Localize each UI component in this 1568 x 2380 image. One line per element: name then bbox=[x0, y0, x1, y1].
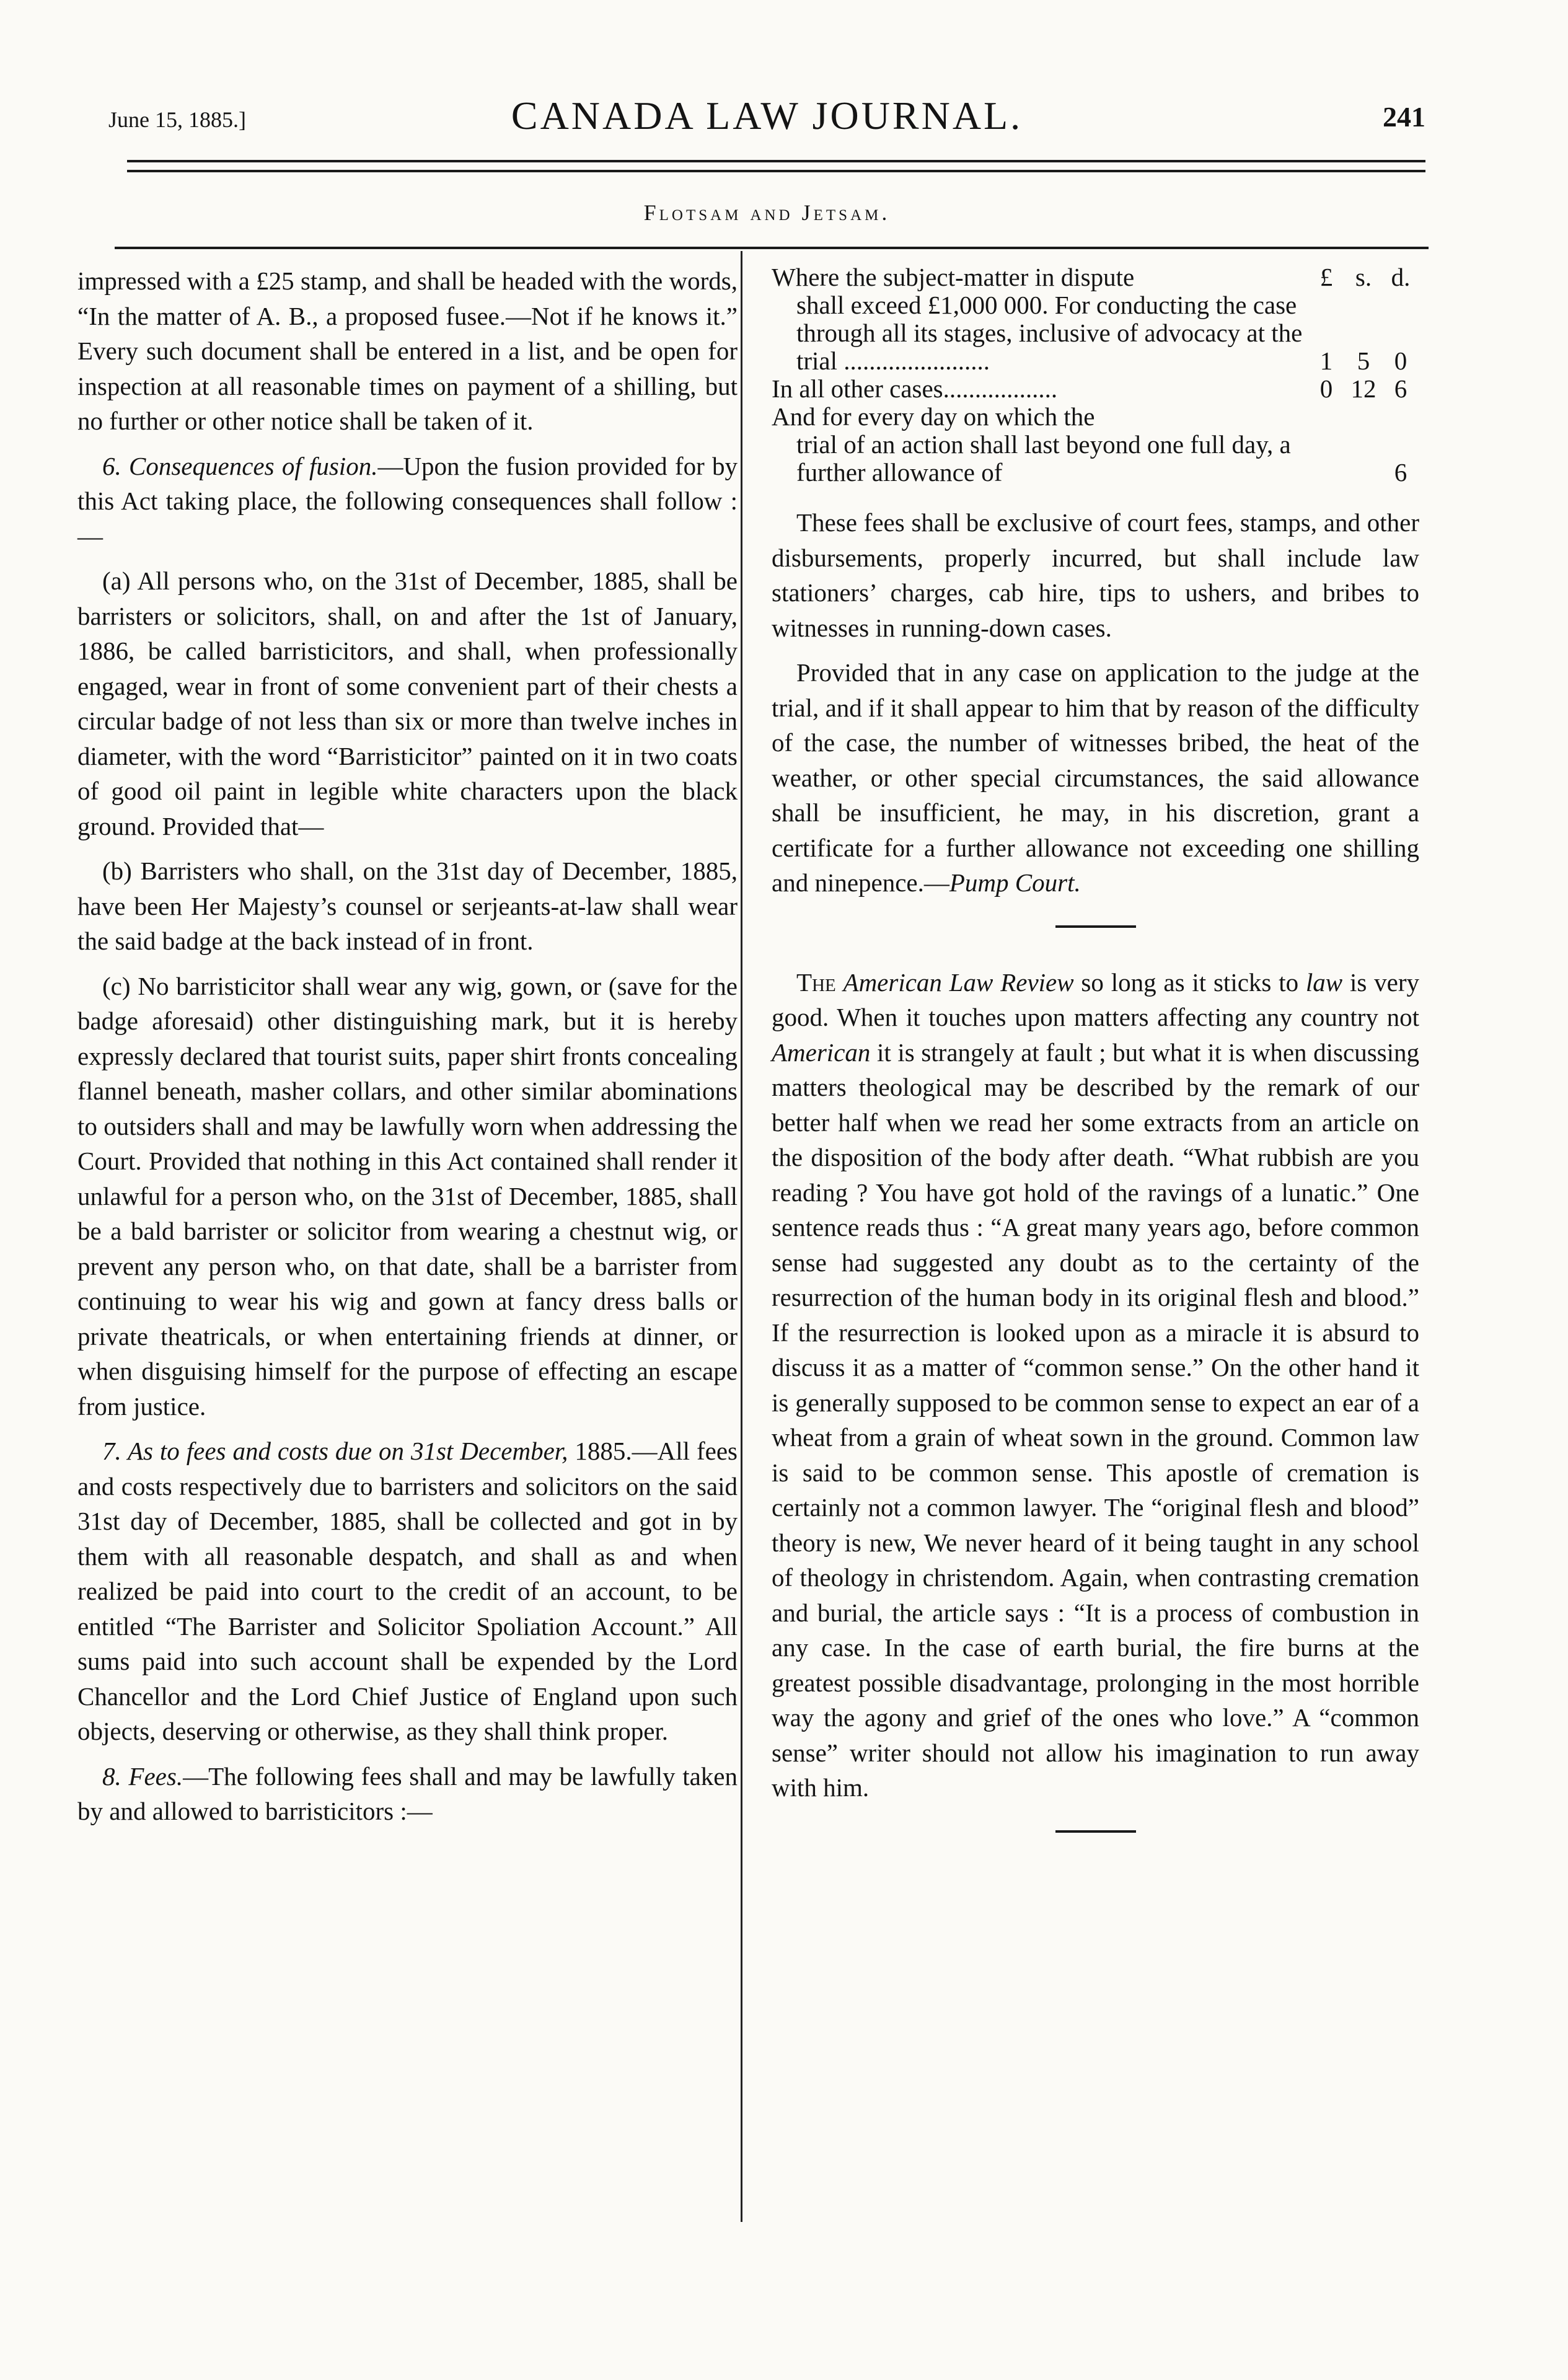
column-divider bbox=[741, 251, 742, 2222]
fee-amount-s: 5 bbox=[1357, 346, 1370, 375]
fee-amount-l: 1 bbox=[1319, 346, 1333, 375]
paragraph-stamp: impressed with a £25 stamp, and shall be headed with the words, “In the matter of A. B., a proposed fusee.—Not if he knows it.” Every such document shall be entered in a list, and be open for inspection at all reasonable times on payment of a shilling, but no further or other notice shall be taken of it. bbox=[77, 267, 738, 435]
fee-amount-d: 0 bbox=[1394, 346, 1407, 375]
fee-amount-l bbox=[1308, 403, 1345, 431]
fee-column-header: s. bbox=[1355, 263, 1372, 291]
header-rule-lower bbox=[127, 170, 1425, 172]
clause-c: (c) No barristicitor shall wear any wig, gown, or (save for the badge aforesaid) other distinguishing mark, but it is hereby expressly declared that tourist suits, paper shirt fronts concealing flannel beneath, masher collars, and other similar abominations to outsiders shall and may be lawfully worn when addressing the Court. Provided that nothing in this Act contained shall render it unlawful for a person who, on the 31st of December, 1885, shall be a bald barrister or solicitor from wearing a chestnut wig, or prevent any person who, on that date, shall be a barrister from continuing to wear his wig and gown at fancy dress balls or private theatricals, or when entertaining friends at dinner, or when disguising himself for the purpose of effecting an escape from justice. bbox=[77, 971, 738, 1421]
paragraph-fees-costs bbox=[77, 1434, 738, 1749]
section-title: Flotsam and Jetsam. bbox=[643, 200, 891, 225]
fee-row bbox=[772, 263, 1419, 291]
fee-amount-s bbox=[1345, 431, 1382, 487]
fee-amount-s: 12 bbox=[1350, 374, 1376, 403]
proviso-source: Pump Court. bbox=[949, 868, 1081, 897]
fee-table bbox=[772, 263, 1419, 487]
fee-amount-d bbox=[1382, 403, 1419, 431]
fee-column-header: d. bbox=[1391, 263, 1411, 291]
paragraph-fee-exclusions: These fees shall be exclusive of court fees, stamps, and other disbursements, properly incurred, but shall include law stationers’ charges, cab hire, tips to ushers, and bribes to witnesses in running-down cases. bbox=[772, 508, 1419, 642]
fee-column-header: £ bbox=[1319, 263, 1333, 291]
fee-description: In all other cases.................. bbox=[772, 374, 1058, 403]
fee-amount-d: 6 bbox=[1394, 374, 1407, 403]
fee-description: shall exceed £1,000 000. For conducting the case through all its stages, inclusive of advocacy at the trial ....................... bbox=[796, 291, 1303, 375]
fee-row bbox=[772, 403, 1419, 431]
review-text-c: it is strangely at fault ; but what it is when discussing matters theological may be described by the remark of our better half when we read her some extracts from an article on the disposition of the body after death. “What rubbish are you reading ? You have got hold of the ravings of a lunatic.” One sentence reads thus : “A great many years ago, before common sense had suggested any doubt as to the certainty of the resurrection of the human body in its original flesh and blood.” If the resurrection is looked upon as a miracle it is absurd to discuss it as a matter of “common sense.” On the other hand it is generally supposed to be common sense to expect an ear of a wheat from a grain of wheat sown in the ground. Common law is said to be common sense. This apostle of cremation is certainly not a common lawyer. The “original flesh and blood” theory is new, We never heard of it being taught in any school of theology in christendom. Again, when contrasting cremation and burial, the article says : “It is a process of combustion in any case. In the case of earth burial, the fire burns at the greatest possible disadvantage, prolonging in the most horrible way the agony and grief of the ones who love.” A “common sense” writer should not allow his imagination to run away with him. bbox=[772, 1038, 1419, 1802]
right-column bbox=[772, 263, 1419, 1870]
page-number: 241 bbox=[1383, 101, 1425, 133]
section-7-heading: 7. As to fees and costs due on 31st December, bbox=[102, 1437, 568, 1465]
fee-description: And for every day on which the bbox=[772, 402, 1095, 431]
paragraph-fees bbox=[77, 1759, 738, 1829]
section-7-body: 1885.—All fees and costs respectively due to barristers and solicitors on the said 31st day of December, 1885, shall be collected and got in by them with all reasonable despatch, and shall as and when realized be paid into court to the credit of an account, to be entitled “The Barrister and Solicitor Spoliation Account.” All sums paid into such account shall be expended by the Lord Chancellor and the Lord Chief Justice of England upon such objects, deserving or otherwise, as they shall think proper. bbox=[77, 1437, 738, 1745]
fee-row bbox=[772, 375, 1419, 403]
fee-row bbox=[772, 431, 1419, 487]
review-lead-word: The bbox=[796, 967, 836, 997]
section-rule bbox=[115, 247, 1429, 249]
fee-amount-l: 0 bbox=[1319, 374, 1333, 403]
end-separator bbox=[1055, 1830, 1136, 1833]
paragraph-consequences bbox=[77, 449, 738, 554]
fee-row bbox=[772, 291, 1419, 375]
header-rule-upper bbox=[127, 160, 1425, 162]
section-6-heading: 6. Consequences of fusion. bbox=[102, 451, 378, 480]
fee-amount-l bbox=[1308, 431, 1345, 487]
journal-title: CANADA LAW JOURNAL. bbox=[511, 94, 1023, 138]
fee-description: trial of an action shall last beyond one full day, a further allowance of bbox=[796, 430, 1291, 487]
fee-description: Where the subject-matter in dispute bbox=[772, 263, 1135, 291]
paragraph-proviso bbox=[772, 655, 1419, 901]
section-8-heading: 8. Fees. bbox=[102, 1761, 183, 1791]
page-header bbox=[108, 93, 1425, 149]
clause-a: (a) All persons who, on the 31st of December, 1885, shall be barristers or solicitors, shall, on and after the 1st of January, 1886, be called barristicitors, and shall, when professionally engaged, wear in front of some convenient part of their chests a circular badge of not less than six or more than twelve inches in diameter, with the word “Barristicitor” painted on it in two coats of good oil paint in legible white characters upon the black ground. Provided that— bbox=[77, 566, 738, 840]
section-6-body: —Upon the fusion provided for by this Act taking place, the following consequences shall follow :— bbox=[77, 451, 738, 550]
fee-amount-d: 6 bbox=[1394, 458, 1407, 487]
review-law-word: law bbox=[1305, 967, 1343, 997]
proviso-body: Provided that in any case on application to the judge at the trial, and if it shall appear to him that by reason of the difficulty of the case, the number of witnesses bribed, the heat of the weather, or other special circumstances, the said allowance shall be insufficient, he may, in his discretion, grant a certificate for a further allowance not exceeding one shilling and ninepence.— bbox=[772, 658, 1419, 897]
review-american-word: American bbox=[772, 1038, 871, 1067]
paragraph-law-review bbox=[772, 965, 1419, 1805]
review-text-a: so long as it sticks to bbox=[1073, 967, 1306, 997]
fee-amount-s bbox=[1345, 403, 1382, 431]
issue-date: June 15, 1885.] bbox=[108, 107, 246, 132]
review-text-b: is very good. When it touches upon matters affecting any country not bbox=[772, 967, 1419, 1031]
article-separator bbox=[1055, 925, 1136, 928]
clause-b: (b) Barristers who shall, on the 31st day of December, 1885, have been Her Majesty’s counsel or serjeants-at-law shall wear the said badge at the back instead of in front. bbox=[77, 857, 738, 955]
left-column bbox=[77, 263, 738, 1839]
section-8-body: —The following fees shall and may be lawfully taken by and allowed to barristicitors :— bbox=[77, 1761, 738, 1825]
review-title: American Law Review bbox=[843, 967, 1074, 997]
